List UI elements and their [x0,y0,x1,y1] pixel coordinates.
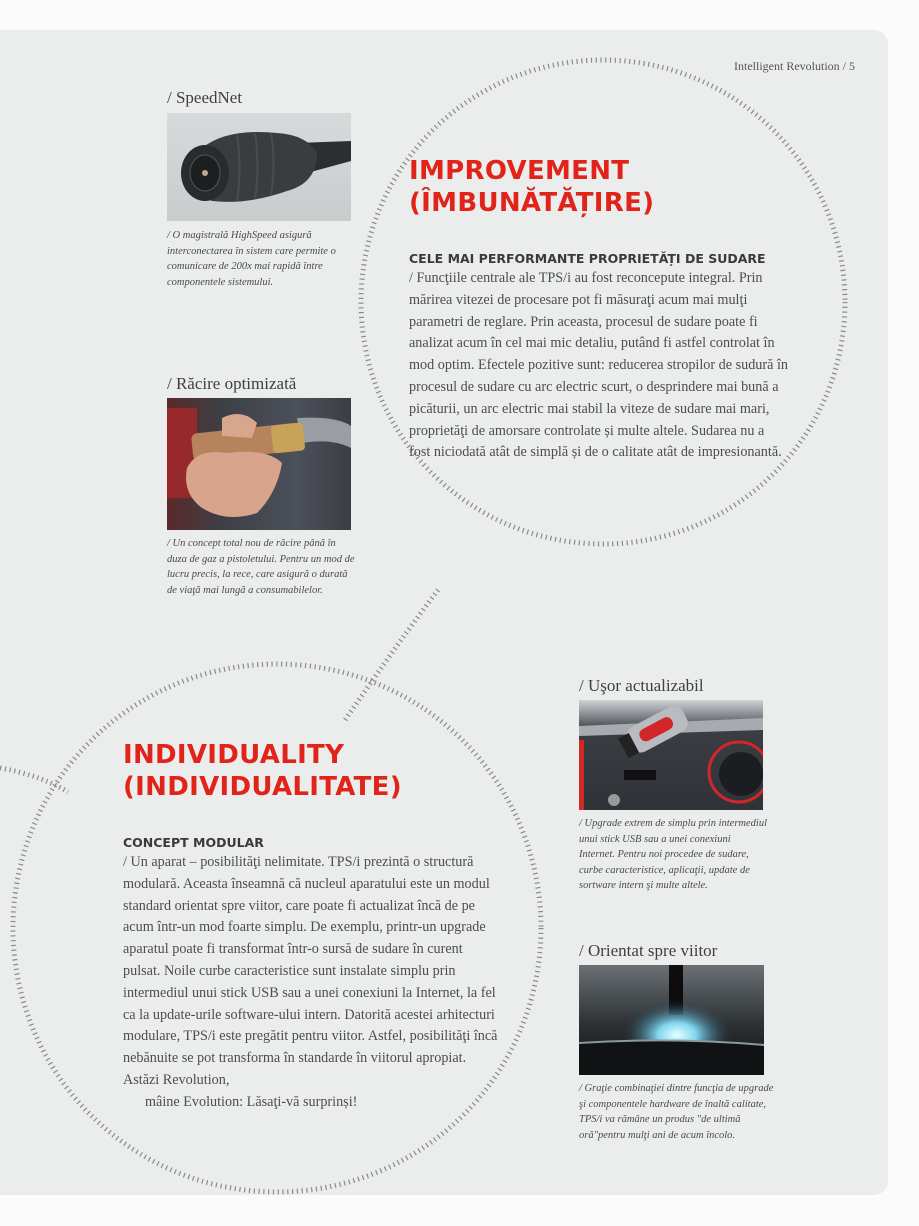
usor-actualizabil-title: / Uşor actualizabil [579,676,704,695]
individuality-body [123,852,501,1114]
improvement-body: / Funcţiile centrale ale TPS/i au fost reconcepute integral. Prin mărirea vitezei de procesare pot fi măsuraţi acum mai mulţi parametri de reglare. Prin aceasta, procesul de sudare poate fi analizat acum în cel mai mic detaliu, putând fi astfel controlat în mod optim. Efectele pozitive sunt: reducerea stropilor de sudură în procesul de sudare cu arc electric scurt, o desprindere mai bună a picăturii, un arc electric mai stabil la viteze de sudare mai mari, proprietăţi de amorsare controlate și multe altele. Sudarea nu a fost niciodată atât de simplă și de o calitate atât de impresionantă. [409,270,789,461]
welding-torch-hand-photo [167,398,351,530]
running-head: Intelligent Revolution / 5 [734,59,855,73]
racire-caption: / Un concept total nou de răcire până în duza de gaz a pistoletului. Pentru un mod de lucru precis, la rece, care asigură o durată de viaţă mai lungă a consumabilelor. [167,538,355,596]
improvement-subhead: CELE MAI PERFORMANTE PROPRIETĂȚI DE SUDARE [409,251,766,266]
improvement-heading [409,155,654,219]
individuality-body-main: / Un aparat – posibilităţi nelimitate. TPS/i prezintă o structură modulară. Aceasta înseamnă că nucleul aparatului este un modul standard orientat spre viitor, care poate fi actualizat încă de pe acum într-un mod foarte simplu. De exemplu, printr-un upgrade aparatul poate fi transformat într-o sursă de sudare în curent pulsat. Noile curbe caracteristice sunt instalate simplu prin intermediul unui stick USB sau a unei conexiuni la Internet, la fel ca la update-urile software-ului intern. Datorită acestei arhitecturi modulare, TPS/i este pregătit pentru viitor. Astfel, posibilităţi încă nebănuite se pot transforma în standarde în viitorul apropiat. Astăzi Revolution, [123,854,498,1088]
welding-arc-photo [579,965,764,1075]
speednet-title: / SpeedNet [167,88,243,107]
orientat-spre-viitor-caption: / Graţie combinaţiei dintre funcţia de upgrade şi componentele hardware de înaltă calitate, TPS/i va rămâne un produs "de ultimă oră"pentru mulţi ani de acum încolo. [579,1083,774,1141]
racire-title: / Răcire optimizată [167,374,297,393]
individuality-heading-line2: (INDIVIDUALITATE) [123,772,402,802]
usor-actualizabil-caption: / Upgrade extrem de simplu prin intermediul unui stick USB sau a unei conexiuni Internet. Pentru noi procedee de sudare, curbe caracteristice, aplicaţii, update de sortware intern şi multe altele. [579,818,768,891]
individuality-subhead: CONCEPT MODULAR [123,835,264,850]
usb-stick-device-photo [579,700,763,810]
improvement-heading-line1: IMPROVEMENT [409,156,630,186]
speednet-caption: / O magistrală HighSpeed asigură interconectarea în sistem care permite o comunicare de 200x mai rapidă între componentele sistemului. [167,230,336,288]
individuality-heading-line1: INDIVIDUALITY [123,740,345,770]
improvement-heading-line2: (ÎMBUNĂTĂȚIRE) [409,188,655,218]
speednet-connector-photo [167,113,351,221]
orientat-spre-viitor-title: / Orientat spre viitor [579,941,718,960]
individuality-heading [123,739,402,803]
individuality-body-last-line: mâine Evolution: Lăsaţi-vă surprinși! [145,1093,358,1110]
